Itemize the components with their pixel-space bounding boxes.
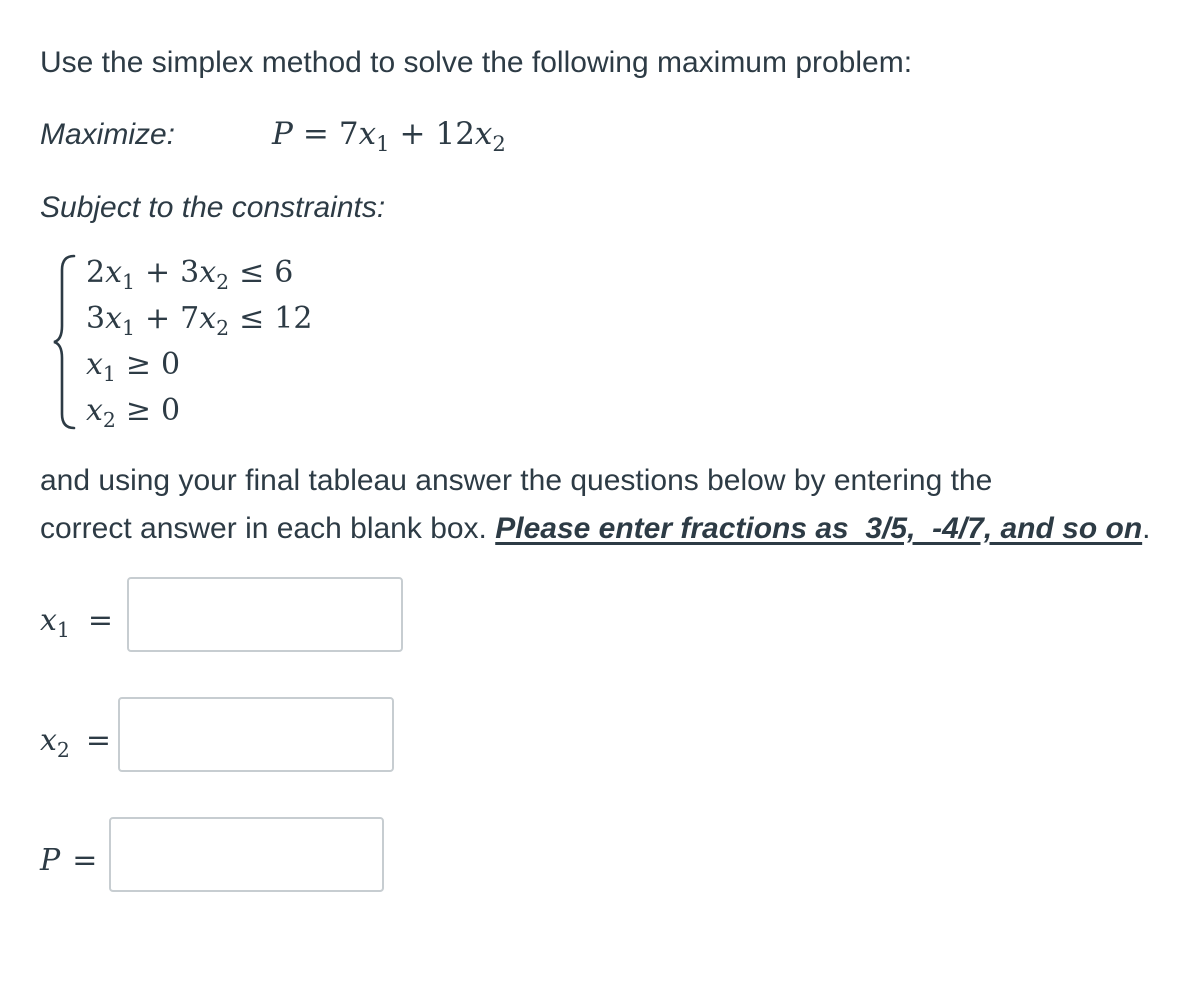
question-intro: Use the simplex method to solve the following maximum problem: [40,46,913,79]
answer-var: x [40,723,57,758]
fraction-format-note: Please enter fractions as 3/5, -4/7, and so on [495,512,1143,545]
answer-eq: = [85,723,112,758]
constraint-row [86,255,294,295]
answer-eq: = [87,603,114,638]
constraint-rhs: 12 [274,301,313,336]
objective-eq: = [302,116,329,152]
answer-label-x1 [40,603,114,643]
objective-sub1: 1 [376,131,390,157]
constraint-sub: 1 [122,270,135,295]
constraint-sub: 2 [216,270,230,295]
constraint-op: ≤ [239,301,265,336]
objective-var2: x [474,116,493,152]
instruction-text: correct answer in each blank box. [40,512,496,545]
constraint-sub: 1 [102,362,116,387]
objective-plus: + [399,116,426,152]
answer-label-x2 [40,723,112,763]
constraint-var: x [199,255,217,290]
objective-var1: x [358,116,377,152]
constraint-sub: 1 [122,316,135,341]
constraint-plus: + [145,301,171,336]
constraint-coef: 7 [180,301,200,336]
answer-sub: 1 [56,618,70,643]
constraint-sub: 2 [216,316,230,341]
constraint-rhs: 0 [161,347,181,382]
instruction-period: . [1142,512,1151,545]
constraint-var: x [86,393,103,428]
constraint-row [86,347,181,387]
p-answer-input[interactable] [109,817,384,892]
constraint-op: ≥ [125,347,152,382]
objective-function [272,116,506,157]
constraint-var: x [199,301,217,336]
constraint-row [86,301,313,341]
constraint-var: x [105,301,123,336]
constraint-coef: 3 [86,301,106,336]
answer-label-p [40,843,97,878]
constraint-coef: 2 [86,255,106,290]
x1-answer-input[interactable] [127,577,403,652]
constraint-coef: 3 [180,255,200,290]
answer-eq: = [72,843,98,878]
objective-coef2: 12 [435,116,475,152]
left-brace-icon [50,252,80,432]
answer-sub: 2 [56,738,70,763]
x2-answer-input[interactable] [118,697,394,772]
constraint-sub: 2 [102,408,116,433]
constraint-var: x [86,347,103,382]
answer-var: P [40,843,61,878]
objective-lhs: P [272,116,293,152]
constraint-var: x [105,255,123,290]
constraint-op: ≥ [125,393,152,428]
objective-sub2: 2 [492,131,506,157]
constraint-rhs: 0 [161,393,181,428]
constraint-op: ≤ [239,255,265,290]
subject-label: Subject to the constraints: [40,191,386,224]
objective-coef1: 7 [338,116,359,152]
constraint-row [86,393,181,433]
maximize-label: Maximize: [40,118,176,151]
answer-var: x [40,603,57,638]
instruction-line-2 [40,511,1151,547]
instruction-line-1: and using your final tableau answer the questions below by entering the [40,464,993,497]
constraint-plus: + [145,255,171,290]
constraint-rhs: 6 [274,255,294,290]
